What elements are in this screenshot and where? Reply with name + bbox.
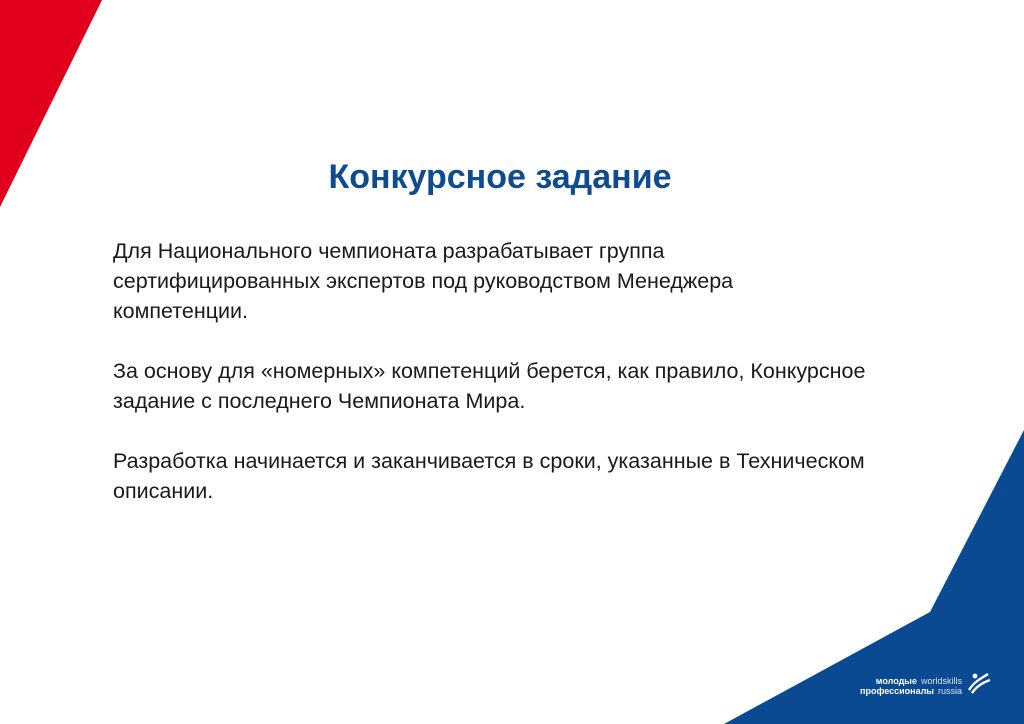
- slide-title: Конкурсное задание: [328, 158, 672, 196]
- worldskills-emblem-icon: [966, 670, 992, 696]
- logo-text-professionals: профессионалы: [860, 686, 934, 696]
- slide-body: [113, 236, 873, 536]
- worldskills-logo: [860, 670, 992, 696]
- paragraph-2: За основу для «номерных» компетенций берется, как правило, Конкурсное задание с последнего Чемпионата Мира.: [113, 359, 866, 413]
- logo-text-worldskills: worldskills: [920, 676, 962, 686]
- paragraph-1: Для Национального чемпионата разрабатывает группа сертифицированных экспертов под руководством Менеджера компетенции.: [113, 239, 734, 323]
- logo-text-young: молодые: [875, 676, 917, 686]
- logo-text-russia: russia: [937, 686, 962, 696]
- paragraph-3: Разработка начинается и заканчивается в сроки, указанные в Техническом описании.: [113, 449, 865, 503]
